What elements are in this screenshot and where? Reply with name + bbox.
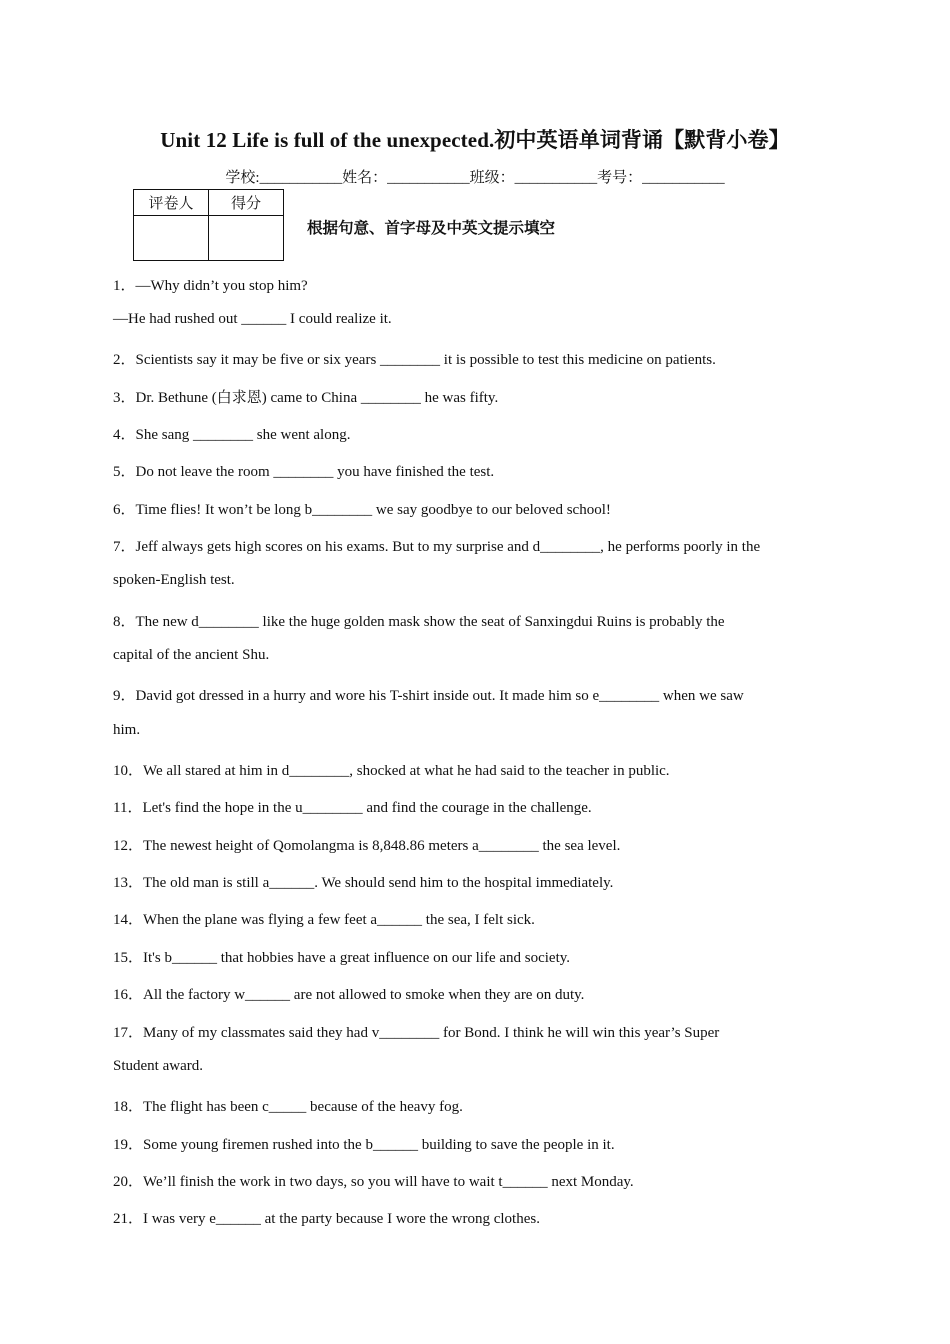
question-line: capital of the ancient Shu.	[113, 647, 270, 663]
question-line: 9．David got dressed in a hurry and wore his T-shirt inside out. It made him so e________ when we saw	[113, 688, 744, 704]
question-line: 3．Dr. Bethune (白求恩) came to China ________ he was fifty.	[113, 390, 499, 406]
page-title: Unit 12 Life is full of the unexpected.初中英语单词背诵【默背小卷】	[160, 128, 790, 152]
score-entry-cell	[209, 216, 284, 261]
question-line: him.	[113, 722, 141, 738]
question-line: 7．Jeff always gets high scores on his exams. But to my surprise and d________, he performs poorly in the	[113, 539, 761, 555]
question-line: 20．We’ll finish the work in two days, so you will have to wait t______ next Monday.	[113, 1174, 634, 1190]
score-header-cell: 得分	[209, 190, 284, 216]
question-line: 13．The old man is still a______. We should send him to the hospital immediately.	[113, 875, 614, 891]
question-line: spoken-English test.	[113, 572, 235, 588]
question-line: Student award.	[113, 1058, 203, 1074]
student-info-line: 学校:___________姓名：___________班级：___________考号：___________	[225, 170, 725, 186]
section-heading: 根据句意、首字母及中英文提示填空	[307, 219, 556, 237]
question-line: 21．I was very e______ at the party because I wore the wrong clothes.	[113, 1211, 540, 1227]
question-line: 12．The newest height of Qomolangma is 8,848.86 meters a________ the sea level.	[113, 838, 621, 854]
score-table	[133, 189, 284, 261]
reviewer-header-cell: 评卷人	[134, 190, 209, 216]
question-line: 17．Many of my classmates said they had v________ for Bond. I think he will win this year’s Super	[113, 1025, 720, 1041]
question-line: 8．The new d________ like the huge golden mask show the seat of Sanxingdui Ruins is probably the	[113, 614, 725, 630]
question-line: 1．—Why didn’t you stop him?	[113, 278, 308, 294]
question-line: 18．The flight has been c_____ because of the heavy fog.	[113, 1099, 463, 1115]
question-line: 16．All the factory w______ are not allowed to smoke when they are on duty.	[113, 987, 585, 1003]
question-line: —He had rushed out ______ I could realize it.	[113, 311, 392, 327]
question-line: 14．When the plane was flying a few feet a______ the sea, I felt sick.	[113, 912, 535, 928]
question-line: 2．Scientists say it may be five or six years ________ it is possible to test this medicine on patients.	[113, 352, 716, 368]
question-line: 10．We all stared at him in d________, shocked at what he had said to the teacher in public.	[113, 763, 670, 779]
reviewer-entry-cell	[134, 216, 209, 261]
question-line: 15．It's b______ that hobbies have a great influence on our life and society.	[113, 950, 571, 966]
question-line: 6．Time flies! It won’t be long b________ we say goodbye to our beloved school!	[113, 502, 611, 518]
question-line: 19．Some young firemen rushed into the b______ building to save the people in it.	[113, 1137, 615, 1153]
question-line: 4．She sang ________ she went along.	[113, 427, 351, 443]
question-line: 11．Let's find the hope in the u________ and find the courage in the challenge.	[113, 800, 592, 816]
question-line: 5．Do not leave the room ________ you have finished the test.	[113, 464, 495, 480]
